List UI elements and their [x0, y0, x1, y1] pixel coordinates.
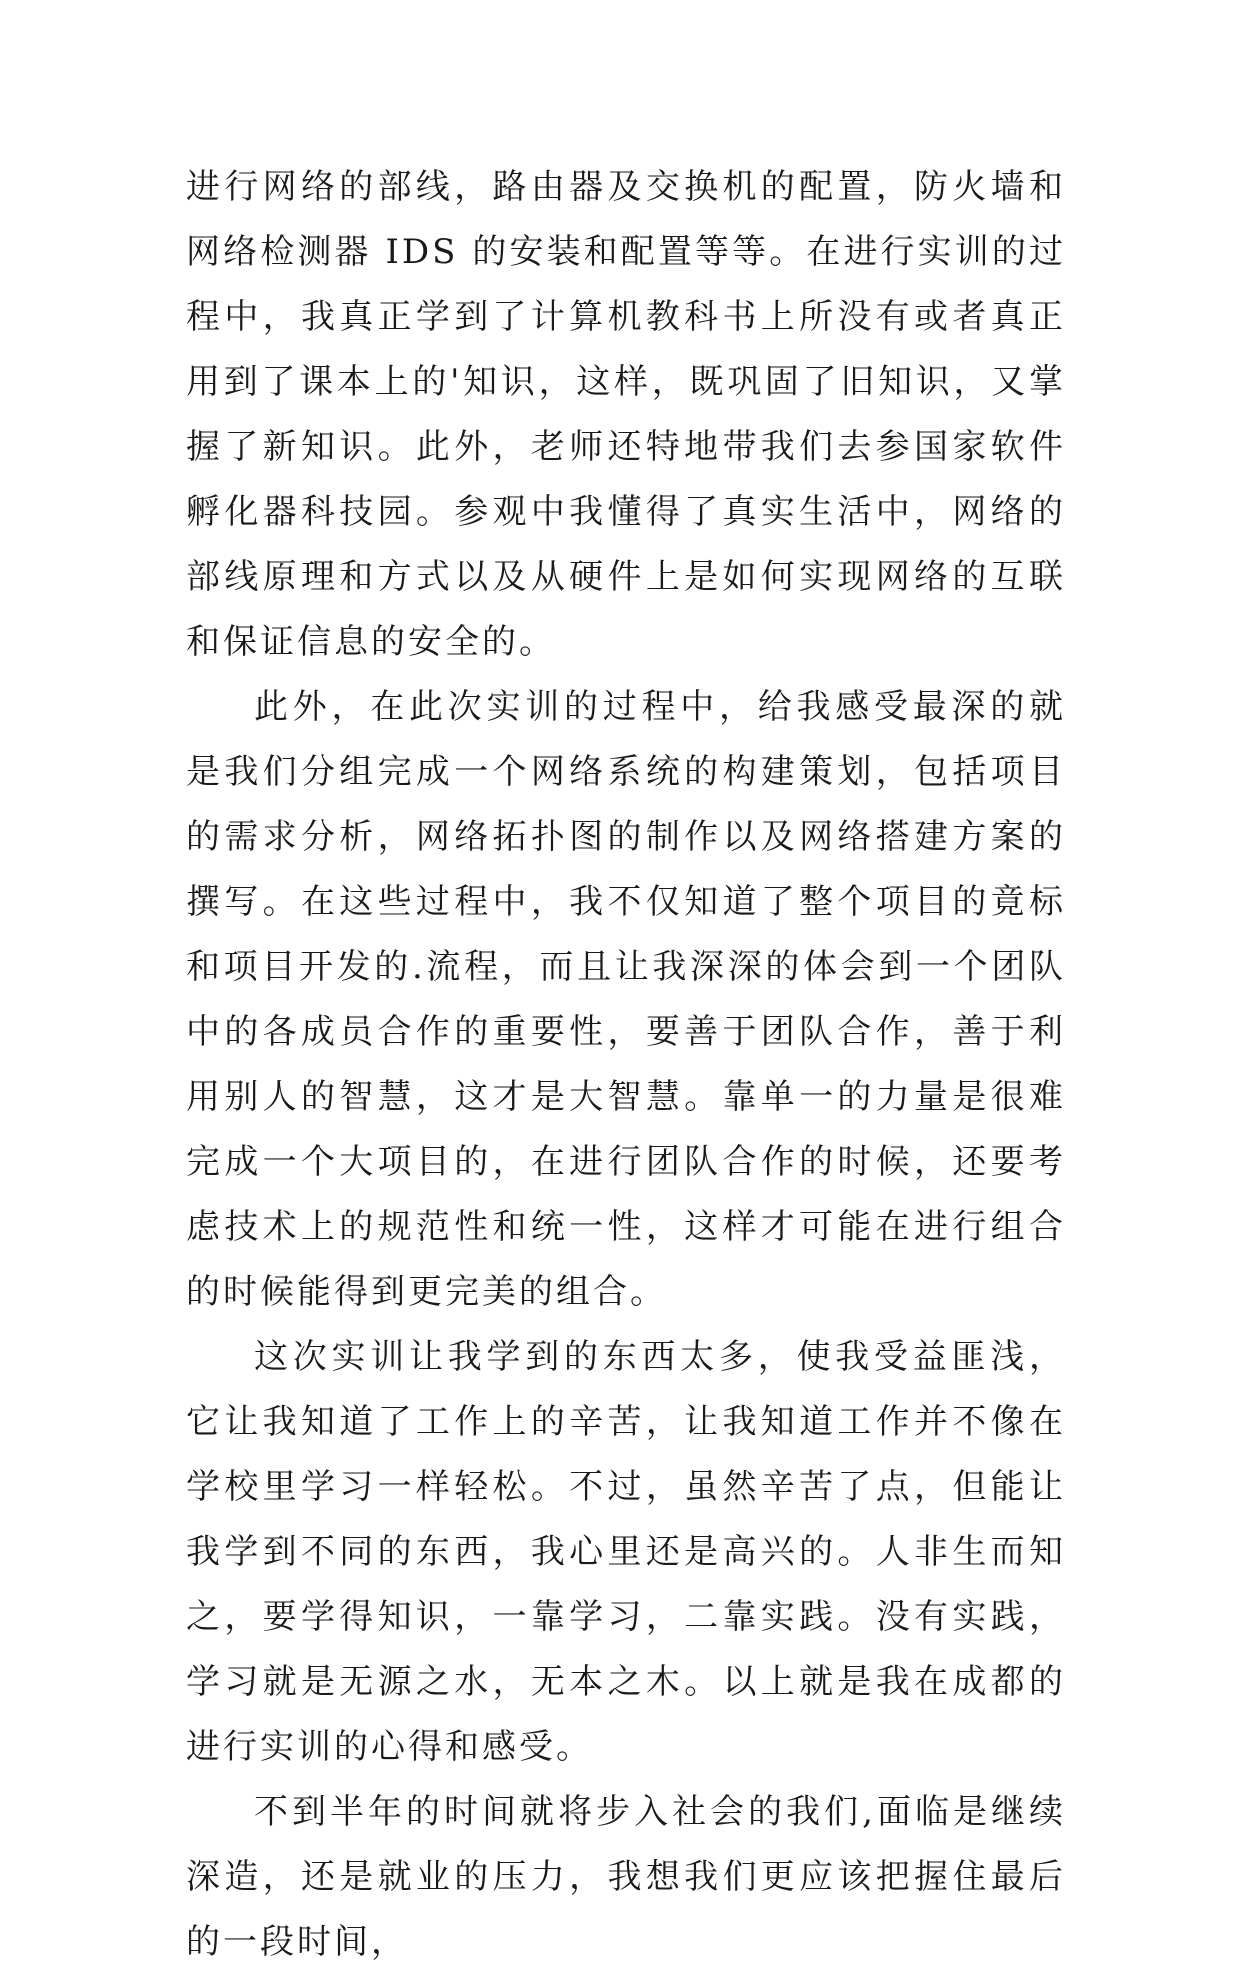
paragraph-reflection: 这次实训让我学到的东西太多，使我受益匪浅，它让我知道了工作上的辛苦，让我知道工作并不像在学校里学习一样轻松。不过，虽然辛苦了点，但能让我学到不同的东西，我心里还是高兴的。人非生而知之，要学得知识，一靠学习，二靠实践。没有实践，学习就是无源之水，无本之木。以上就是我在成都的进行实训的心得和感受。 — [186, 1337, 1066, 1767]
paragraph-future: 不到半年的时间就将步入社会的我们,面临是继续深造，还是就业的压力，我想我们更应该把握住最后的一段时间， — [186, 1792, 1066, 1962]
paragraph-teamwork: 此外，在此次实训的过程中，给我感受最深的就是我们分组完成一个网络系统的构建策划，包括项目的需求分析，网络拓扑图的制作以及网络搭建方案的撰写。在这些过程中，我不仅知道了整个项目的竟标和项目开发的.流程，而且让我深深的体会到一个团队中的各成员合作的重要性，要善于团队合作，善于利用别人的智慧，这才是大智慧。靠单一的力量是很难完成一个大项目的，在进行团队合作的时候，还要考虑技术上的规范性和统一性，这样才可能在进行组合的时候能得到更完美的组合。 — [186, 687, 1066, 1312]
paragraph-continued: 进行网络的部线，路由器及交换机的配置，防火墙和网络检测器 IDS 的安装和配置等等。在进行实训的过程中，我真正学到了计算机教科书上所没有或者真正用到了课本上的'知识，这样，既巩固了旧知识，又掌握了新知识。此外，老师还特地带我们去参国家软件孵化器科技园。参观中我懂得了真实生活中，网络的部线原理和方式以及从硬件上是如何实现网络的互联和保证信息的安全的。 — [186, 167, 1066, 662]
document-body — [186, 155, 1066, 1975]
